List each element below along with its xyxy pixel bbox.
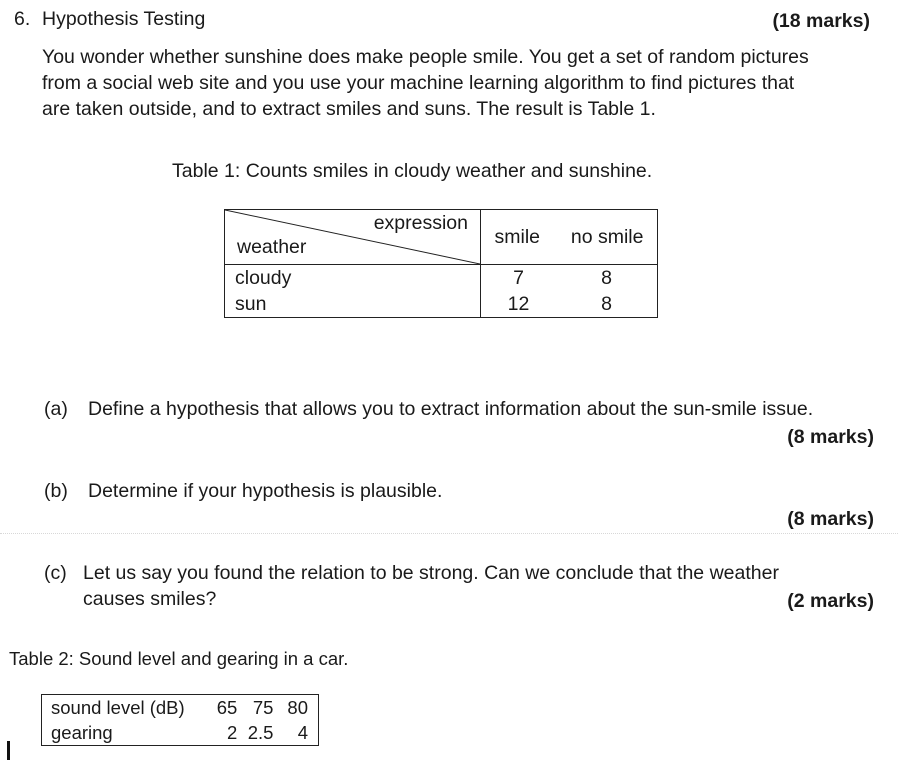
table2 xyxy=(41,694,319,746)
table-row xyxy=(42,720,319,746)
table1-caption: Table 1: Counts smiles in cloudy weather and sunshine. xyxy=(172,160,653,182)
part-b-letter: (b) xyxy=(44,480,68,502)
part-a-letter: (a) xyxy=(44,398,68,420)
intro-line: are taken outside, and to extract smiles and suns. The result is Table 1. xyxy=(42,98,656,120)
table1-column-headers xyxy=(481,210,658,265)
table-row xyxy=(225,291,658,318)
table2-cell: 4 xyxy=(297,722,308,743)
table1-col-header-label: expression xyxy=(373,212,468,234)
table2-cell: 80 xyxy=(287,697,308,718)
table2-caption: Table 2: Sound level and gearing in a car. xyxy=(9,648,349,669)
part-c-text-line2: causes smiles? xyxy=(83,588,217,610)
part-c-letter: (c) xyxy=(44,562,67,584)
table1-col-no-smile: no smile xyxy=(570,225,644,248)
intro-line: You wonder whether sunshine does make people smile. You get a set of random pictures xyxy=(42,46,809,68)
question-marks: (18 marks) xyxy=(772,10,870,32)
question-title: Hypothesis Testing xyxy=(42,8,206,30)
table2-cell: 75 xyxy=(252,697,274,718)
table1-cell: 8 xyxy=(556,291,658,318)
table1-col-smile: smile xyxy=(494,225,541,248)
table1-row-label: cloudy xyxy=(225,265,481,292)
table1-cell: 12 xyxy=(481,291,557,318)
table2-row-label: gearing xyxy=(51,722,113,743)
part-b-text: Determine if your hypothesis is plausible. xyxy=(88,480,443,502)
text-cursor-mark xyxy=(7,741,10,760)
table1-corner-cell xyxy=(225,210,481,265)
table-row xyxy=(42,695,319,721)
table1-header-row xyxy=(225,210,658,265)
table2-row-label: sound level (dB) xyxy=(51,697,185,718)
table1 xyxy=(224,209,658,318)
table2-cell: 65 xyxy=(216,697,238,718)
table1-row-header-label: weather xyxy=(237,236,307,258)
table2-cell: 2.5 xyxy=(247,722,274,743)
intro-paragraph xyxy=(42,44,882,122)
intro-line: from a social web site and you use your machine learning algorithm to find pictures that xyxy=(42,72,795,94)
table1-row-label: sun xyxy=(225,291,481,318)
scan-line xyxy=(0,533,898,534)
part-a-marks: (8 marks) xyxy=(787,426,874,448)
part-a-text: Define a hypothesis that allows you to extract information about the sun-smile issue. xyxy=(88,398,814,420)
table2-cell: 2 xyxy=(227,722,238,743)
part-c-text-line1: Let us say you found the relation to be strong. Can we conclude that the weather xyxy=(83,562,779,584)
table1-cell: 7 xyxy=(481,265,557,292)
part-c-marks: (2 marks) xyxy=(787,590,874,612)
table1-cell: 8 xyxy=(556,265,658,292)
question-number: 6. xyxy=(14,8,31,30)
table-row xyxy=(225,265,658,292)
part-b-marks: (8 marks) xyxy=(787,508,874,530)
